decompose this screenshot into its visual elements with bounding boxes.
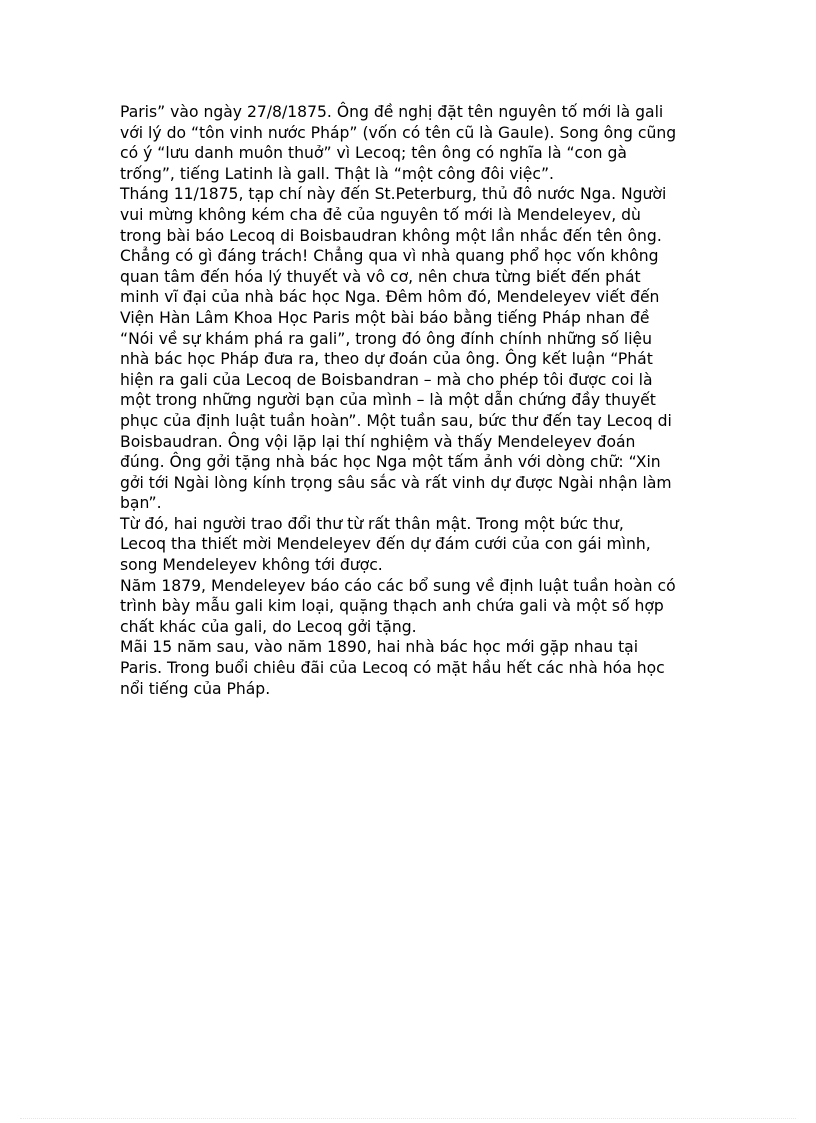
text-line: Lecoq tha thiết mời Mendeleyev đến dự đám cưới của con gái mình, bbox=[120, 535, 651, 554]
text-line: gởi tới Ngài lòng kính trọng sâu sắc và rất vinh dự được Ngài nhận làm bbox=[120, 473, 672, 492]
text-line: “Nói về sự khám phá ra gali”, trong đó ông đính chính những số liệu bbox=[120, 329, 653, 348]
text-line: Mãi 15 năm sau, vào năm 1890, hai nhà bác học mới gặp nhau tại bbox=[120, 638, 639, 657]
text-line: hiện ra gali của Lecoq de Boisbandran – mà cho phép tôi được coi là bbox=[120, 370, 653, 389]
text-line: phục của định luật tuần hoàn”. Một tuần sau, bức thư đến tay Lecoq di bbox=[120, 411, 672, 430]
text-line: Paris” vào ngày 27/8/1875. Ông đề nghị đặt tên nguyên tố mới là gali bbox=[120, 103, 664, 121]
text-line: Viện Hàn Lâm Khoa Học Paris một bài báo bằng tiếng Pháp nhan đề bbox=[120, 308, 650, 327]
text-line: đúng. Ông gởi tặng nhà bác học Nga một tấm ảnh với dòng chữ: “Xin bbox=[120, 453, 661, 472]
text-line: Từ đó, hai người trao đổi thư từ rất thân mật. Trong một bức thư, bbox=[120, 514, 624, 533]
text-line: trong bài báo Lecoq di Boisbaudran không một lần nhắc đến tên ông. bbox=[120, 226, 662, 245]
text-line: một trong những người bạn của mình – là một dẫn chứng đầy thuyết bbox=[120, 391, 656, 410]
text-line: Boisbaudran. Ông vội lặp lại thí nghiệm và thấy Mendeleyev đoán bbox=[120, 432, 636, 451]
text-line: Paris. Trong buổi chiêu đãi của Lecoq có mặt hầu hết các nhà hóa học bbox=[120, 659, 665, 678]
text-line: vui mừng không kém cha đẻ của nguyên tố mới là Mendeleyev, dù bbox=[120, 205, 641, 224]
text-line: trình bày mẫu gali kim loại, quặng thạch anh chứa gali và một số hợp bbox=[120, 597, 664, 616]
text-line: Chẳng có gì đáng trách! Chẳng qua vì nhà quang phổ học vốn không bbox=[120, 247, 659, 266]
text-line: minh vĩ đại của nhà bác học Nga. Đêm hôm đó, Mendeleyev viết đến bbox=[120, 288, 660, 307]
body-text bbox=[120, 102, 710, 699]
text-line: Tháng 11/1875, tạp chí này đến St.Peterburg, thủ đô nước Nga. Người bbox=[120, 185, 667, 204]
text-line: nhà bác học Pháp đưa ra, theo dự đoán của ông. Ông kết luận “Phát bbox=[120, 350, 653, 369]
text-line: nổi tiếng của Pháp. bbox=[120, 679, 271, 698]
text-line: quan tâm đến hóa lý thuyết và vô cơ, nên chưa từng biết đến phát bbox=[120, 267, 641, 286]
text-line: Năm 1879, Mendeleyev báo cáo các bổ sung về định luật tuần hoàn có bbox=[120, 576, 676, 595]
text-line: trống”, tiếng Latinh là gall. Thật là “một công đôi việc”. bbox=[120, 164, 555, 183]
text-line: chất khác của gali, do Lecoq gởi tặng. bbox=[120, 617, 417, 636]
text-line: có ý “lưu danh muôn thuở” vì Lecoq; tên ông có nghĩa là “con gà bbox=[120, 144, 627, 163]
text-line: song Mendeleyev không tới được. bbox=[120, 556, 383, 575]
text-line: bạn”. bbox=[120, 494, 162, 513]
text-line: với lý do “tôn vinh nước Pháp” (vốn có tên cũ là Gaule). Song ông cũng bbox=[120, 123, 677, 142]
page-bottom-divider bbox=[20, 1118, 796, 1119]
